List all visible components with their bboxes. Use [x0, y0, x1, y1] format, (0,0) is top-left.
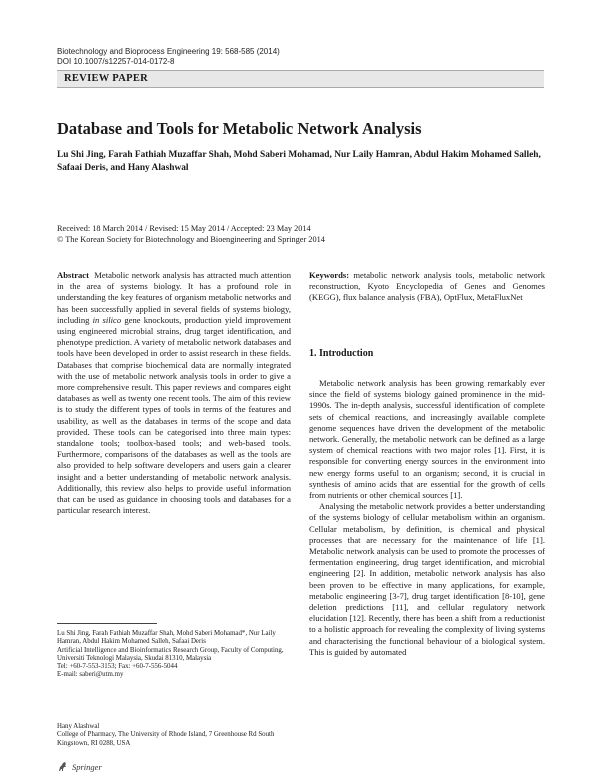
- introduction-heading: 1. Introduction: [309, 348, 374, 359]
- abstract-label: Abstract: [57, 270, 89, 280]
- affil-email: E-mail: saberi@utm.my: [57, 671, 124, 679]
- affiliation-block-2: [57, 723, 293, 748]
- keywords: [309, 270, 545, 304]
- intro-paragraph-1: Metabolic network analysis has been growing remarkably ever since the field of systems biology gained prominence in the mid-1990s. The in-depth analysis, successful identification of complete sets of chemical reactions, and increasingly available complete genome sequences have driven the development of the metabolic network. Generally, the metabolic network can be defined as a large system of chemical reactions with two major roles [1]. First, it is responsible for converting energy sources in the environment into new energy forms useful to an organism; second, it is crucial in synthesis of amino acids that are essential for the growth of cells from nutrients or other chemical sources [1].: [309, 378, 545, 501]
- paper-title: Database and Tools for Metabolic Network Analysis: [57, 119, 422, 138]
- affil-institution: Artificial Intelligence and Bioinformatics Research Group, Faculty of Computing, Universiti Teknologi Malaysia, Skudai 81310, Malaysia: [57, 646, 284, 662]
- section-banner: [57, 70, 544, 88]
- publisher-logo: [57, 761, 102, 773]
- journal-citation: Biotechnology and Bioprocess Engineering 19: 568-585 (2014): [57, 47, 280, 56]
- affil2-institution: College of Pharmacy, The University of Rhode Island, 7 Greenhouse Rd South Kingstown, RI 0288, USA: [57, 731, 275, 747]
- abstract-italic: in silico: [92, 314, 122, 325]
- abstract-text-1: Metabolic network analysis has attracted much attention in the area of systems biology. It has a profound role in understanding the key features of organism metabolic networks and has been successfully applied in several fields of systems biology, including: [57, 270, 291, 325]
- affil-authors: Lu Shi Jing, Farah Fathiah Muzaffar Shah, Mohd Saberi Mohamad*, Nur Laily Hamran, Abdul Hakim Mohamed Salleh, Safaai Deris: [57, 630, 276, 646]
- affil-phone: Tel: +60-7-553-3153; Fax: +60-7-556-5044: [57, 663, 178, 671]
- affiliation-block-1: [57, 630, 293, 680]
- received-dates: Received: 18 March 2014 / Revised: 15 May 2014 / Accepted: 23 May 2014: [57, 224, 311, 233]
- abstract-text-2: gene knockouts, production yield improvement using engineered microbial strains, drug target identification, and phenotype prediction. A variety of metabolic network databases and tools have been developed in order to assist research in these fields. Databases that comprise biochemical data are normally integrated with the use of metabolic network analysis tools in order to give a more comprehensive result. This paper reviews and compares eight databases as well as twenty one recent tools. The aim of this review is to study the different types of tools in terms of the features and usability, as well as the databases in terms of the scope and data provided. These tools can be categorised into three main types: standalone tools; toolbox-based tools; and web-based tools. Furthermore, comparisons of the databases as well as the tools are also provided to help software developers and users gain a clearer insight and a better understanding of metabolic network analysis. Additionally, this review also helps to provide useful information that can be used as guidance in choosing tools and databases for a particular research interest.: [57, 314, 292, 516]
- section-label: REVIEW PAPER: [64, 73, 149, 84]
- keywords-text: metabolic network analysis tools, metabolic network reconstruction, Kyoto Encyclopedia of Genes and Genomes (KEGG), flux balance analysis (FBA), OptFlux, MetaFluxNet: [309, 270, 545, 303]
- author-list: Lu Shi Jing, Farah Fathiah Muzaffar Shah, Mohd Saberi Mohamad, Nur Laily Hamran, Abdul Hakim Mohamed Salleh, Safaai Deris, and Hany Alashwal: [57, 150, 541, 173]
- abstract: [57, 270, 291, 516]
- publisher-name: Springer: [72, 762, 102, 772]
- publication-dates: [57, 223, 325, 245]
- copyright-notice: © The Korean Society for Biotechnology and Bioengineering and Springer 2014: [57, 235, 325, 244]
- footnote-divider: [57, 623, 157, 624]
- springer-horse-icon: [57, 761, 69, 773]
- affil2-author: Hany Alashwal: [57, 723, 100, 730]
- intro-paragraph-2: Analysing the metabolic network provides a better understanding of the systems biology of cellular metabolism within an organism. Cellular metabolism, by definition, is chemical and physical processes that are necessary for the maintenance of life [1]. Metabolic network analysis can be used to promote the processes of fermentation engineering, drug target identification, and microbial engineering [2]. In addition, metabolic network analysis has also been proven to be effective in many applications, for example, metabolic engineering [3-7], drug target identification [8-10], gene deletion predictions [11], and cellular regulatory network elucidation [12]. Recently, there has been a shift from a reductionist to a holistic approach for revealing the complexity of living systems and characterising the functional behaviour of a biological system. This is guided by automated: [309, 501, 545, 657]
- doi: DOI 10.1007/s12257-014-0172-8: [57, 57, 175, 66]
- keywords-label: Keywords:: [309, 270, 350, 280]
- introduction-body: [309, 378, 545, 658]
